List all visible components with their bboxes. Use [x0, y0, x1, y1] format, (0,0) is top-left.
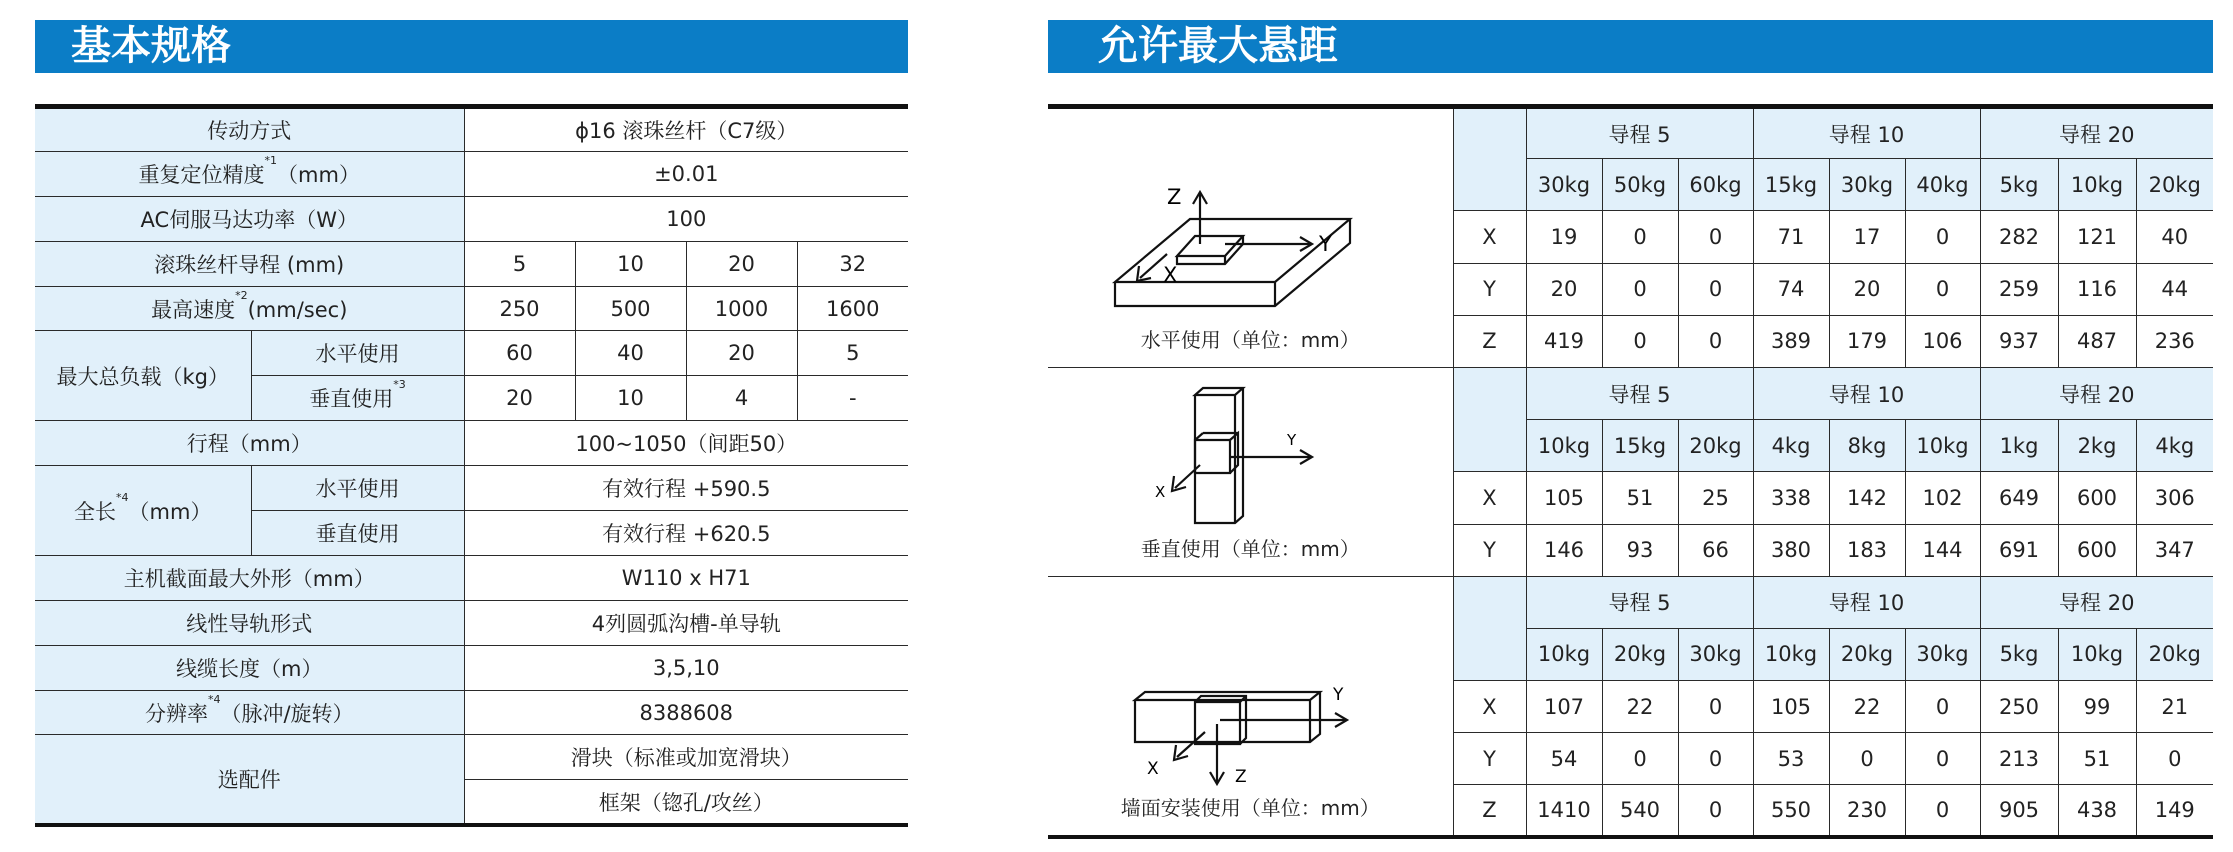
length-label-text: 全长: [74, 499, 117, 524]
value-cell: 0: [1829, 733, 1905, 785]
axis-cell: Z: [1453, 315, 1526, 367]
load-header: 1kg: [1980, 420, 2058, 472]
axis-cell: X: [1453, 472, 1526, 524]
lead-group-header: 导程 5: [1526, 367, 1753, 419]
repeat-label: [35, 151, 464, 196]
table-row: [1048, 367, 2213, 419]
load-header: 40kg: [1905, 159, 1980, 211]
value-cell: 0: [1905, 785, 1980, 837]
length-vertical-value: 有效行程 +620.5: [464, 511, 908, 556]
value-cell: 282: [1980, 211, 2058, 263]
axis-label: Y: [1287, 430, 1297, 449]
section-label: 主机截面最大外形（mm）: [35, 555, 464, 600]
length-unit: （mm）: [128, 499, 212, 524]
value-cell: 105: [1526, 472, 1602, 524]
load-label: 最大总负载（kg）: [35, 331, 251, 421]
section-value: W110 x H71: [464, 555, 908, 600]
vertical-diagram-cell: [1048, 367, 1453, 576]
vertical-caption: 垂直使用（单位：mm）: [1140, 536, 1360, 561]
lead-group-header: 导程 5: [1526, 576, 1753, 628]
repeat-value: ±0.01: [464, 151, 908, 196]
load-header: 20kg: [2136, 628, 2213, 680]
axis-label: Y: [1333, 685, 1344, 706]
value-cell: 40: [2136, 211, 2213, 263]
axis-cell: Y: [1453, 263, 1526, 315]
lead-value: 10: [575, 241, 686, 286]
load-header: 50kg: [1602, 159, 1678, 211]
load-header: 5kg: [1980, 159, 2058, 211]
value-cell: 0: [2136, 733, 2213, 785]
length-note: *4: [116, 490, 129, 504]
servo-label: AC伺服马达功率（W）: [35, 196, 464, 241]
value-cell: 51: [1602, 472, 1678, 524]
load-header: 8kg: [1829, 420, 1905, 472]
value-cell: 20: [1829, 263, 1905, 315]
value-cell: 0: [1905, 263, 1980, 315]
axis-header: [1453, 107, 1526, 211]
lead-group-header: 导程 10: [1753, 367, 1980, 419]
lead-group-header: 导程 10: [1753, 576, 1980, 628]
load-horizontal-label: 水平使用: [251, 331, 464, 376]
resolution-label-text: 分辨率: [144, 701, 208, 726]
load-header: 10kg: [2058, 628, 2136, 680]
value-cell: 99: [2058, 681, 2136, 733]
value-cell: 53: [1753, 733, 1829, 785]
repeat-label-text: 重复定位精度: [138, 162, 265, 187]
length-horizontal-value: 有效行程 +590.5: [464, 466, 908, 511]
repeat-unit: （mm）: [277, 162, 360, 187]
wall-caption: 墙面安装使用（单位：mm）: [1120, 796, 1380, 821]
axis-cell: X: [1453, 681, 1526, 733]
value-cell: 54: [1526, 733, 1602, 785]
options-value: 滑块（标准或加宽滑块）: [464, 735, 908, 780]
axis-label: Z: [1167, 184, 1182, 209]
lead-group-header: 导程 20: [1980, 107, 2213, 159]
axis-cell: Z: [1453, 785, 1526, 837]
value-cell: 116: [2058, 263, 2136, 315]
axis-cell: X: [1453, 211, 1526, 263]
horizontal-use-diagram: [1105, 174, 1395, 324]
value-cell: 22: [1829, 681, 1905, 733]
load-value: 10: [575, 376, 686, 421]
load-header: 30kg: [1526, 159, 1602, 211]
value-cell: 600: [2058, 524, 2136, 576]
value-cell: 0: [1678, 263, 1753, 315]
horizontal-diagram-cell: [1048, 107, 1453, 368]
value-cell: 149: [2136, 785, 2213, 837]
load-header: 10kg: [1905, 420, 1980, 472]
resolution-label: [35, 690, 464, 735]
resolution-value: 8388608: [464, 690, 908, 735]
value-cell: 380: [1753, 524, 1829, 576]
value-cell: 438: [2058, 785, 2136, 837]
speed-value: 1600: [797, 286, 908, 331]
load-value: 20: [464, 376, 575, 421]
lead-group-header: 导程 20: [1980, 576, 2213, 628]
length-horizontal-label: 水平使用: [251, 466, 464, 511]
axis-cell: Y: [1453, 733, 1526, 785]
value-cell: 0: [1678, 733, 1753, 785]
table-row: [35, 241, 908, 286]
load-header: 60kg: [1678, 159, 1753, 211]
spec-section-title: 基本规格: [35, 20, 908, 73]
table-row: [35, 735, 908, 780]
value-cell: 105: [1753, 681, 1829, 733]
load-vertical-note: *3: [393, 378, 406, 392]
value-cell: 0: [1905, 211, 1980, 263]
value-cell: 142: [1829, 472, 1905, 524]
wall-diagram-cell: [1048, 576, 1453, 837]
axis-header: [1453, 576, 1526, 680]
value-cell: 259: [1980, 263, 2058, 315]
value-cell: 106: [1905, 315, 1980, 367]
value-cell: 183: [1829, 524, 1905, 576]
lead-label: 滚珠丝杆导程 (mm): [35, 241, 464, 286]
load-header: 30kg: [1829, 159, 1905, 211]
speed-label: [35, 286, 464, 331]
value-cell: 20: [1526, 263, 1602, 315]
load-value: 60: [464, 331, 575, 376]
table-row: [35, 421, 908, 466]
lead-group-header: 导程 20: [1980, 367, 2213, 419]
axis-label: X: [1163, 262, 1178, 287]
cable-label: 线缆长度（m）: [35, 645, 464, 690]
guide-label: 线性导轨形式: [35, 600, 464, 645]
load-header: 20kg: [1602, 628, 1678, 680]
axis-label: Y: [1319, 231, 1333, 256]
value-cell: 389: [1753, 315, 1829, 367]
value-cell: 179: [1829, 315, 1905, 367]
servo-value: 100: [464, 196, 908, 241]
axis-header: [1453, 367, 1526, 471]
table-row: [35, 286, 908, 331]
value-cell: 146: [1526, 524, 1602, 576]
stroke-label: 行程（mm）: [35, 421, 464, 466]
load-value: 5: [797, 331, 908, 376]
axis-cell: Y: [1453, 524, 1526, 576]
value-cell: 213: [1980, 733, 2058, 785]
table-row: [35, 151, 908, 196]
load-header: 20kg: [2136, 159, 2213, 211]
table-row: [35, 555, 908, 600]
resolution-note: *4: [207, 692, 221, 706]
overhang-section-title: 允许最大悬距: [1048, 20, 2213, 73]
load-header: 10kg: [1526, 628, 1602, 680]
speed-value: 1000: [686, 286, 797, 331]
value-cell: 0: [1678, 315, 1753, 367]
horizontal-caption: 水平使用（单位：mm）: [1140, 327, 1360, 352]
value-cell: 44: [2136, 263, 2213, 315]
value-cell: 17: [1829, 211, 1905, 263]
axis-label: X: [1155, 482, 1166, 501]
load-header: 10kg: [1526, 420, 1602, 472]
value-cell: 144: [1905, 524, 1980, 576]
load-header: 2kg: [2058, 420, 2136, 472]
load-value: -: [797, 376, 908, 421]
value-cell: 93: [1602, 524, 1678, 576]
table-row: [1048, 107, 2213, 159]
guide-value: 4列圆弧沟槽-单导轨: [464, 600, 908, 645]
table-row: [1048, 576, 2213, 628]
value-cell: 0: [1602, 733, 1678, 785]
speed-note: *2: [235, 288, 248, 302]
value-cell: 649: [1980, 472, 2058, 524]
value-cell: 0: [1678, 681, 1753, 733]
speed-value: 250: [464, 286, 575, 331]
table-row: [35, 196, 908, 241]
lead-value: 5: [464, 241, 575, 286]
load-header: 20kg: [1829, 628, 1905, 680]
load-header: 15kg: [1753, 159, 1829, 211]
load-vertical-label: [251, 376, 464, 421]
value-cell: 487: [2058, 315, 2136, 367]
value-cell: 22: [1602, 681, 1678, 733]
load-value: 20: [686, 331, 797, 376]
table-row: [35, 107, 908, 152]
cable-value: 3,5,10: [464, 645, 908, 690]
value-cell: 236: [2136, 315, 2213, 367]
lead-group-header: 导程 10: [1753, 107, 1980, 159]
lead-group-header: 导程 5: [1526, 107, 1753, 159]
load-header: 30kg: [1678, 628, 1753, 680]
value-cell: 0: [1602, 211, 1678, 263]
table-row: [35, 331, 908, 376]
value-cell: 19: [1526, 211, 1602, 263]
value-cell: 66: [1678, 524, 1753, 576]
value-cell: 25: [1678, 472, 1753, 524]
load-header: 10kg: [2058, 159, 2136, 211]
resolution-unit: （脉冲/旋转）: [220, 701, 354, 726]
value-cell: 0: [1602, 263, 1678, 315]
options-label: 选配件: [35, 735, 464, 825]
table-row: [35, 600, 908, 645]
lead-value: 20: [686, 241, 797, 286]
value-cell: 540: [1602, 785, 1678, 837]
value-cell: 0: [1678, 211, 1753, 263]
value-cell: 937: [1980, 315, 2058, 367]
value-cell: 0: [1678, 785, 1753, 837]
value-cell: 306: [2136, 472, 2213, 524]
value-cell: 107: [1526, 681, 1602, 733]
load-header: 10kg: [1753, 628, 1829, 680]
load-header: 15kg: [1602, 420, 1678, 472]
load-header: 5kg: [1980, 628, 2058, 680]
table-row: [35, 690, 908, 735]
value-cell: 250: [1980, 681, 2058, 733]
length-vertical-label: 垂直使用: [251, 511, 464, 556]
axis-label: Z: [1235, 767, 1247, 788]
load-header: 4kg: [1753, 420, 1829, 472]
value-cell: 71: [1753, 211, 1829, 263]
speed-unit: (mm/sec): [247, 297, 348, 322]
load-vertical-text: 垂直使用: [309, 387, 394, 412]
axis-label: X: [1147, 759, 1159, 780]
spec-table: [35, 104, 908, 827]
load-header: 20kg: [1678, 420, 1753, 472]
value-cell: 0: [1602, 315, 1678, 367]
speed-value: 500: [575, 286, 686, 331]
load-header: 4kg: [2136, 420, 2213, 472]
value-cell: 21: [2136, 681, 2213, 733]
value-cell: 0: [1905, 681, 1980, 733]
wall-mount-diagram: [1105, 642, 1395, 792]
repeat-note: *1: [264, 153, 278, 167]
stroke-value: 100~1050（间距50）: [464, 421, 908, 466]
value-cell: 74: [1753, 263, 1829, 315]
speed-label-text: 最高速度: [151, 297, 236, 322]
value-cell: 0: [1905, 733, 1980, 785]
options-value: 框架（锪孔/攻丝）: [464, 780, 908, 825]
value-cell: 419: [1526, 315, 1602, 367]
value-cell: 600: [2058, 472, 2136, 524]
table-row: [35, 466, 908, 511]
vertical-use-diagram: [1105, 385, 1395, 533]
load-header: 30kg: [1905, 628, 1980, 680]
value-cell: 230: [1829, 785, 1905, 837]
value-cell: 1410: [1526, 785, 1602, 837]
value-cell: 691: [1980, 524, 2058, 576]
length-label: [35, 466, 251, 556]
value-cell: 338: [1753, 472, 1829, 524]
value-cell: 121: [2058, 211, 2136, 263]
drive-label: 传动方式: [35, 107, 464, 152]
value-cell: 51: [2058, 733, 2136, 785]
value-cell: 347: [2136, 524, 2213, 576]
value-cell: 102: [1905, 472, 1980, 524]
value-cell: 905: [1980, 785, 2058, 837]
value-cell: 550: [1753, 785, 1829, 837]
lead-value: 32: [797, 241, 908, 286]
drive-value: ϕ16 滚珠丝杆（C7级）: [464, 107, 908, 152]
load-value: 40: [575, 331, 686, 376]
overhang-table: [1048, 104, 2213, 839]
table-row: [35, 645, 908, 690]
load-value: 4: [686, 376, 797, 421]
